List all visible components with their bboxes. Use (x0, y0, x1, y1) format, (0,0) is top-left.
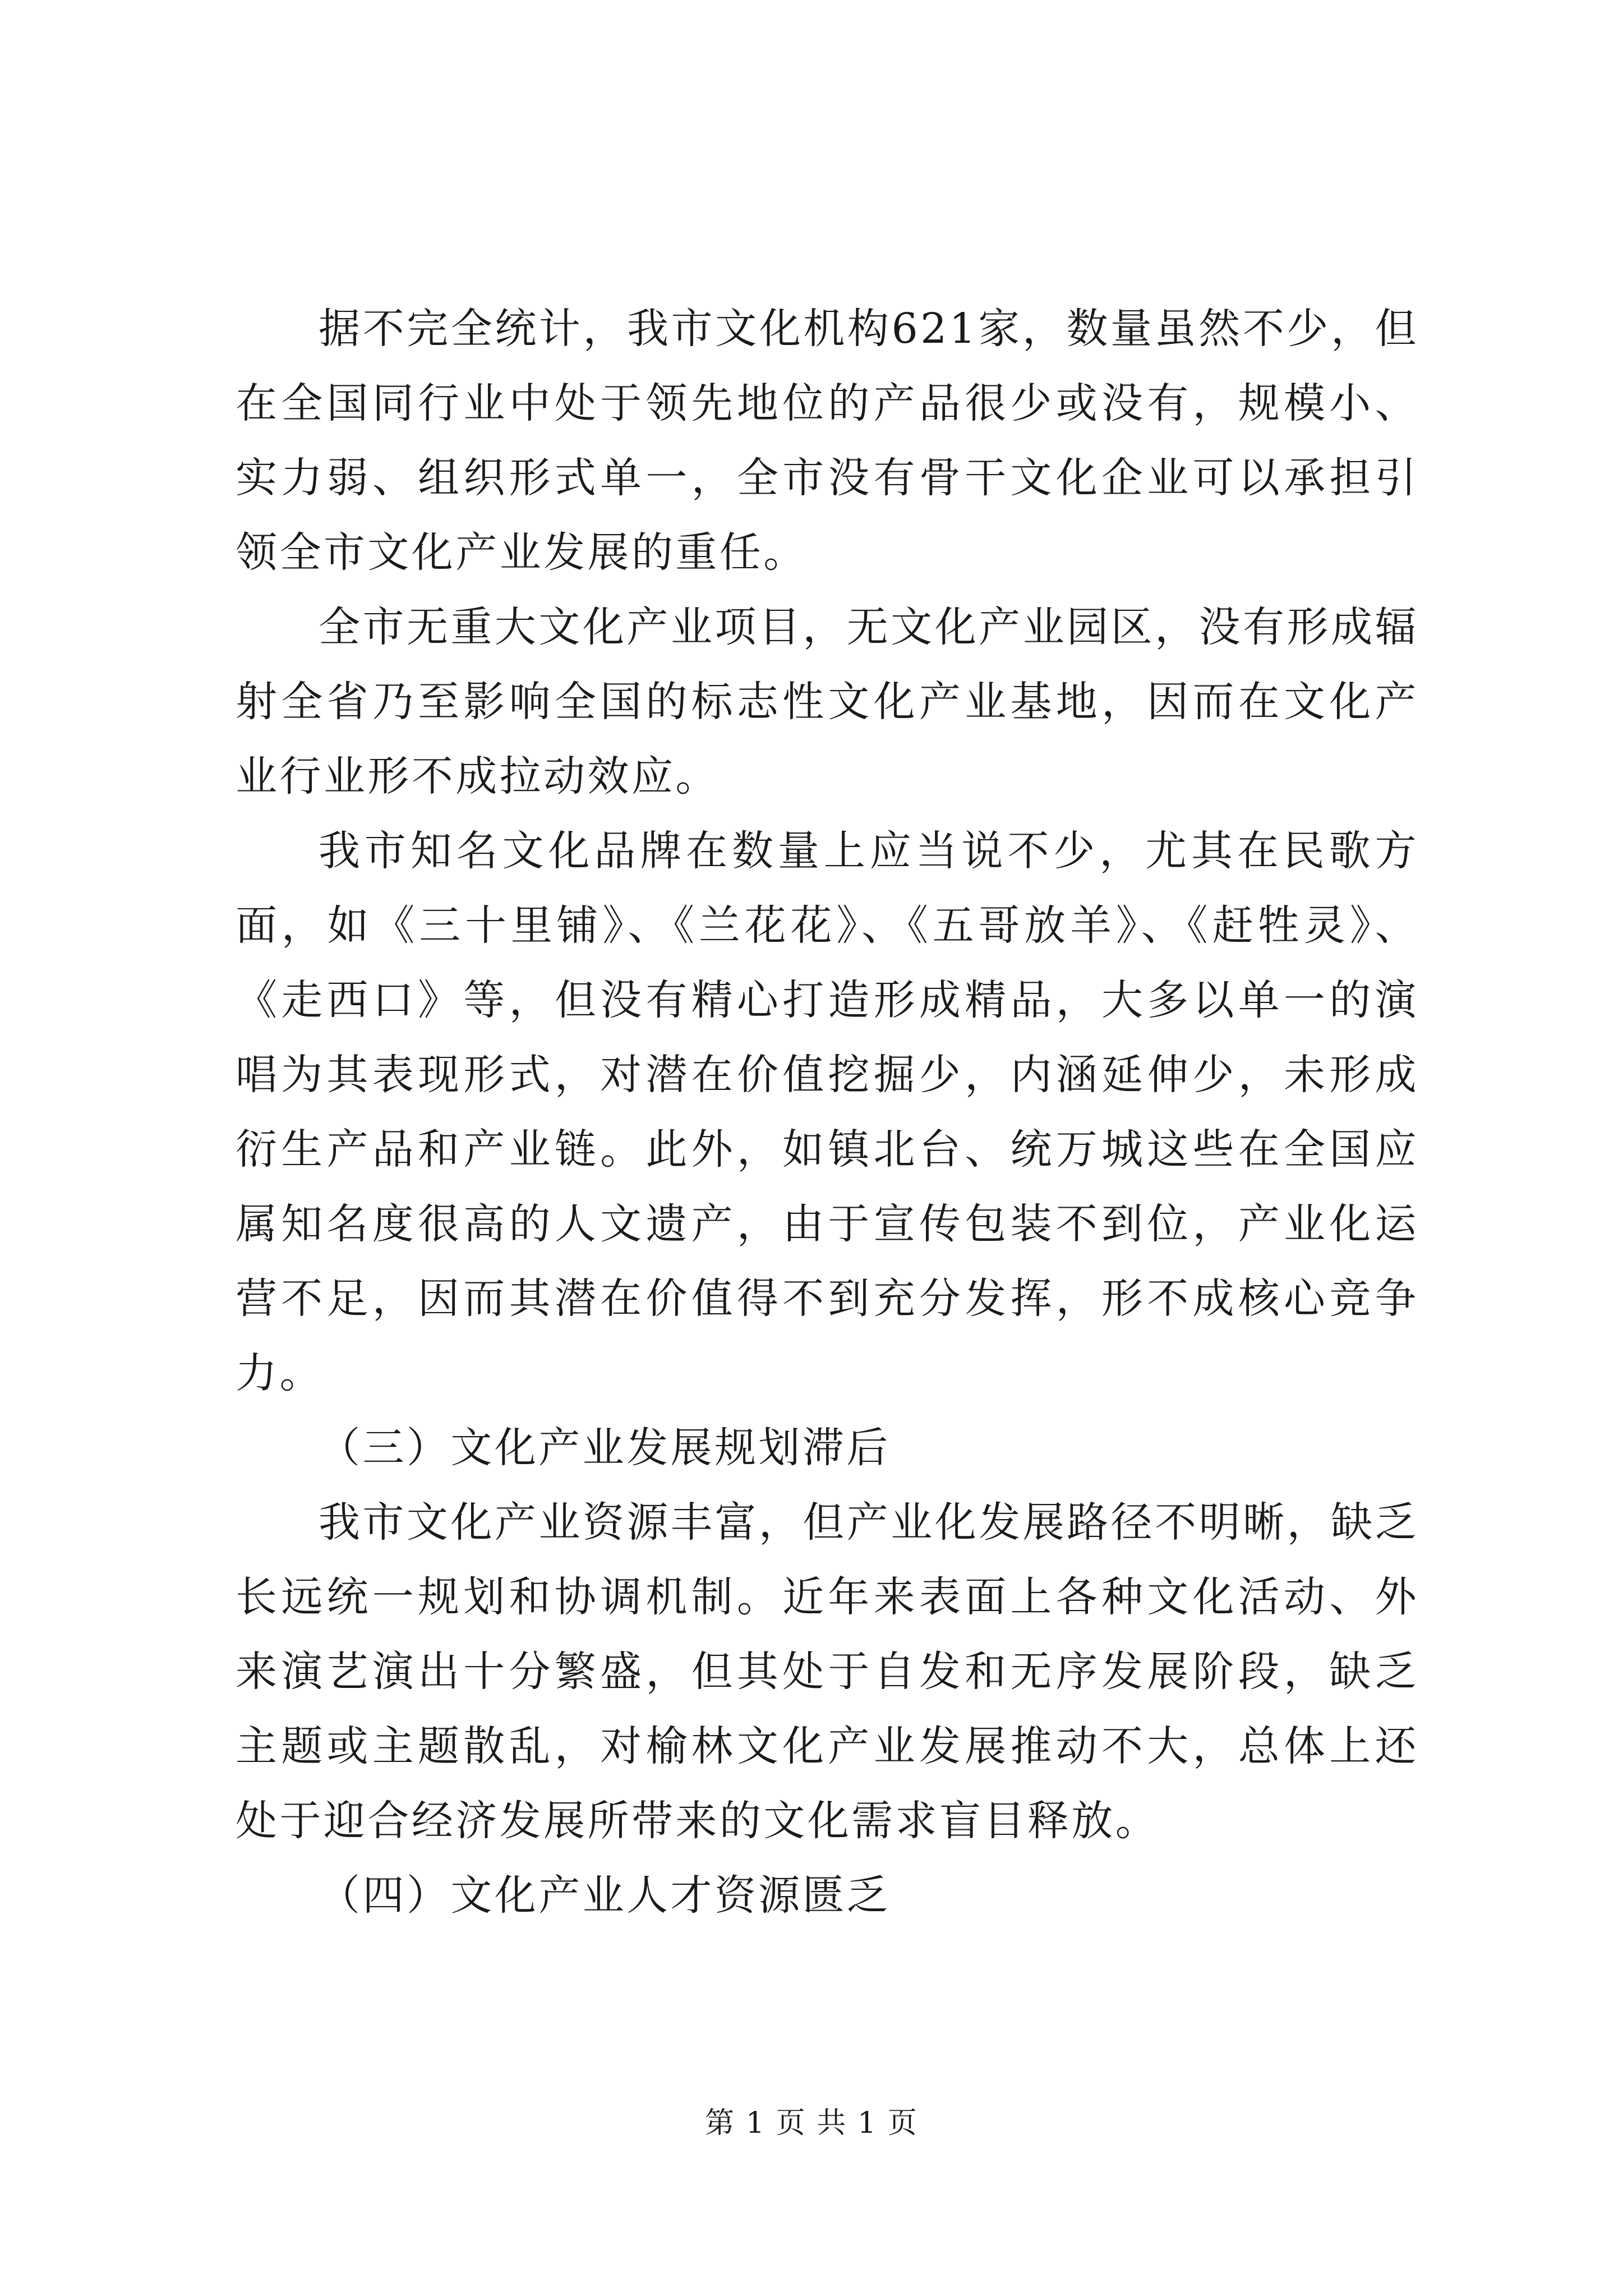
paragraph-cultural-institutions: 据不完全统计，我市文化机构621家，数量虽然不少，但在全国同行业中处于领先地位的产品很少或没有，规模小、实力弱、组织形式单一，全市没有骨干文化企业可以承担引领全市文化产业发展的重任。 (236, 305, 1419, 577)
paragraph-cultural-brands: 我市知名文化品牌在数量上应当说不少，尤其在民歌方面，如《三十里铺》、《兰花花》、《五哥放羊》、《赶牲灵》、《走西口》等，但没有精心打造形成精品，大多以单一的演唱为其表现形式，对潜在价值挖掘少，内涵延伸少，未形成衍生产品和产业链。此外，如镇北台、统万城这些在全国应属知名度很高的人文遗产，由于宣传包装不到位，产业化运营不足，因而其潜在价值得不到充分发挥，形不成核心竞争力。 (236, 827, 1419, 1397)
paragraph-planning: 我市文化产业资源丰富，但产业化发展路径不明晰，缺乏长远统一规划和协调机制。近年来表面上各种文化活动、外来演艺演出十分繁盛，但其处于自发和无序发展阶段，缺乏主题或主题散乱，对榆林文化产业发展推动不大，总体上还处于迎合经济发展所带来的文化需求盲目释放。 (236, 1498, 1419, 1845)
section-heading-planning: （三）文化产业发展规划滞后 (319, 1424, 891, 1472)
page-number-footer: 第 1 页 共 1 页 (705, 2106, 918, 2140)
paragraph-industry-projects: 全市无重大文化产业项目，无文化产业园区，没有形成辐射全省乃至影响全国的标志性文化产业基地，因而在文化产业行业形不成拉动效应。 (236, 603, 1419, 800)
document-body (236, 292, 1419, 1933)
section-heading-talent: （四）文化产业人才资源匮乏 (319, 1871, 891, 1920)
